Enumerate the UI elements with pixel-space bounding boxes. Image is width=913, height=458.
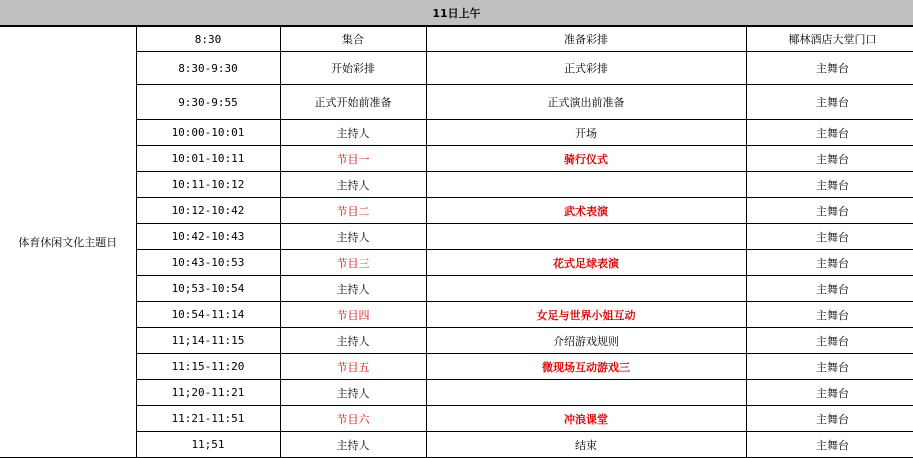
venue-cell: 椰林酒店大堂门口 (746, 27, 913, 52)
time-cell: 10:11-10:12 (136, 172, 280, 198)
time-cell: 8:30 (136, 27, 280, 52)
time-cell: 11;51 (136, 432, 280, 458)
time-cell: 8:30-9:30 (136, 52, 280, 85)
content-cell (426, 224, 746, 250)
table-row (0, 380, 913, 406)
content-cell: 介绍游戏规则 (426, 328, 746, 354)
time-cell: 11:15-11:20 (136, 354, 280, 380)
item-cell: 节目六 (280, 406, 426, 432)
venue-cell: 主舞台 (746, 172, 913, 198)
content-cell (426, 276, 746, 302)
table-row (0, 172, 913, 198)
content-cell: 开场 (426, 120, 746, 146)
item-cell: 正式开始前准备 (280, 85, 426, 120)
content-cell: 骑行仪式 (426, 146, 746, 172)
item-cell: 节目四 (280, 302, 426, 328)
time-cell: 11:21-11:51 (136, 406, 280, 432)
item-cell: 节目一 (280, 146, 426, 172)
table-row (0, 52, 913, 85)
content-cell: 正式彩排 (426, 52, 746, 85)
venue-cell: 主舞台 (746, 85, 913, 120)
content-cell: 结束 (426, 432, 746, 458)
item-cell: 主持人 (280, 380, 426, 406)
table-row (0, 27, 913, 52)
content-cell (426, 380, 746, 406)
time-cell: 9:30-9:55 (136, 85, 280, 120)
content-cell: 准备彩排 (426, 27, 746, 52)
time-cell: 11;20-11:21 (136, 380, 280, 406)
time-cell: 11;14-11:15 (136, 328, 280, 354)
table-row (0, 276, 913, 302)
table-row (0, 432, 913, 458)
item-cell: 主持人 (280, 172, 426, 198)
table-row (0, 406, 913, 432)
time-cell: 10;53-10:54 (136, 276, 280, 302)
venue-cell: 主舞台 (746, 198, 913, 224)
time-cell: 10:12-10:42 (136, 198, 280, 224)
content-cell: 武术表演 (426, 198, 746, 224)
time-cell: 10:00-10:01 (136, 120, 280, 146)
venue-cell: 主舞台 (746, 328, 913, 354)
table-row (0, 198, 913, 224)
venue-cell: 主舞台 (746, 146, 913, 172)
content-cell: 女足与世界小姐互动 (426, 302, 746, 328)
item-cell: 节目二 (280, 198, 426, 224)
content-cell: 微现场互动游戏三 (426, 354, 746, 380)
time-cell: 10:54-11:14 (136, 302, 280, 328)
item-cell: 主持人 (280, 328, 426, 354)
venue-cell: 主舞台 (746, 406, 913, 432)
content-cell: 正式演出前准备 (426, 85, 746, 120)
item-cell: 集合 (280, 27, 426, 52)
time-cell: 10:42-10:43 (136, 224, 280, 250)
venue-cell: 主舞台 (746, 302, 913, 328)
item-cell: 主持人 (280, 120, 426, 146)
table-row (0, 120, 913, 146)
schedule-table (0, 26, 913, 458)
item-cell: 节目五 (280, 354, 426, 380)
venue-cell: 主舞台 (746, 432, 913, 458)
table-row (0, 328, 913, 354)
venue-cell: 主舞台 (746, 52, 913, 85)
item-cell: 节目三 (280, 250, 426, 276)
venue-cell: 主舞台 (746, 224, 913, 250)
venue-cell: 主舞台 (746, 354, 913, 380)
content-cell: 花式足球表演 (426, 250, 746, 276)
content-cell (426, 172, 746, 198)
venue-cell: 主舞台 (746, 120, 913, 146)
table-row (0, 302, 913, 328)
venue-cell: 主舞台 (746, 380, 913, 406)
table-row (0, 354, 913, 380)
time-cell: 10:01-10:11 (136, 146, 280, 172)
theme-day-cell: 体育休闲文化主题日 (0, 27, 136, 458)
content-cell: 冲浪课堂 (426, 406, 746, 432)
schedule-body (0, 27, 913, 458)
item-cell: 主持人 (280, 224, 426, 250)
table-row (0, 250, 913, 276)
schedule-header (0, 0, 913, 26)
item-cell: 主持人 (280, 432, 426, 458)
schedule-header-title: 11日上午 (432, 6, 481, 20)
time-cell: 10:43-10:53 (136, 250, 280, 276)
table-row (0, 85, 913, 120)
venue-cell: 主舞台 (746, 276, 913, 302)
venue-cell: 主舞台 (746, 250, 913, 276)
item-cell: 主持人 (280, 276, 426, 302)
table-row (0, 224, 913, 250)
table-row (0, 146, 913, 172)
item-cell: 开始彩排 (280, 52, 426, 85)
